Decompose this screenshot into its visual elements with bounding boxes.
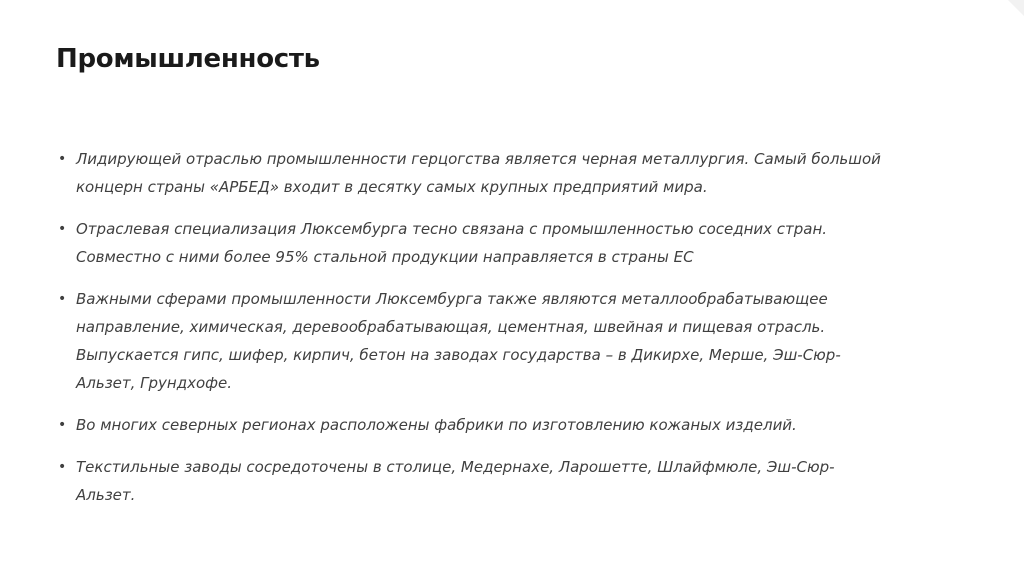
bullet-line: направление, химическая, деревообрабатывающая, цементная, швейная и пищевая отрасль. — [76, 318, 826, 336]
bullet-marker-icon: • — [58, 417, 67, 433]
bullet-line: Совместно с ними более 95% стальной продукции направляется в страны ЕС — [76, 248, 694, 266]
bullet-line: концерн страны «АРБЕД» входит в десятку самых крупных предприятий мира. — [76, 178, 708, 196]
slide-title: Промышленность — [56, 44, 320, 74]
bullet-line: Отраслевая специализация Люксембурга тесно связана с промышленностью соседних стран. — [76, 220, 828, 238]
bullet-marker-icon: • — [58, 151, 67, 167]
bullet-line: Важными сферами промышленности Люксембурга также являются металлообрабатывающее — [76, 290, 828, 308]
bullet-line: Во многих северных регионах расположены фабрики по изготовлению кожаных изделий. — [76, 416, 797, 434]
bullet-line: Альзет, Грундхофе. — [76, 374, 232, 392]
bullet-marker-icon: • — [58, 291, 67, 307]
bullet-line: Выпускается гипс, шифер, кирпич, бетон на заводах государства – в Дикирхе, Мерше, Эш-Сюр- — [76, 346, 841, 364]
bullet-item — [58, 215, 958, 271]
bullet-line: Альзет. — [76, 486, 136, 504]
bullet-marker-icon: • — [58, 221, 67, 237]
bullet-line: Лидирующей отраслью промышленности герцогства является черная металлургия. Самый большой — [76, 150, 881, 168]
bullet-item — [58, 145, 958, 201]
bullet-item — [58, 285, 958, 397]
bullet-item — [58, 411, 958, 439]
bullet-list — [58, 145, 958, 523]
bullet-marker-icon: • — [58, 459, 67, 475]
bullet-item — [58, 453, 958, 509]
bullet-line: Текстильные заводы сосредоточены в столице, Медернахе, Ларошетте, Шлайфмюле, Эш-Сюр- — [76, 458, 835, 476]
page-corner-fold — [1008, 0, 1024, 16]
